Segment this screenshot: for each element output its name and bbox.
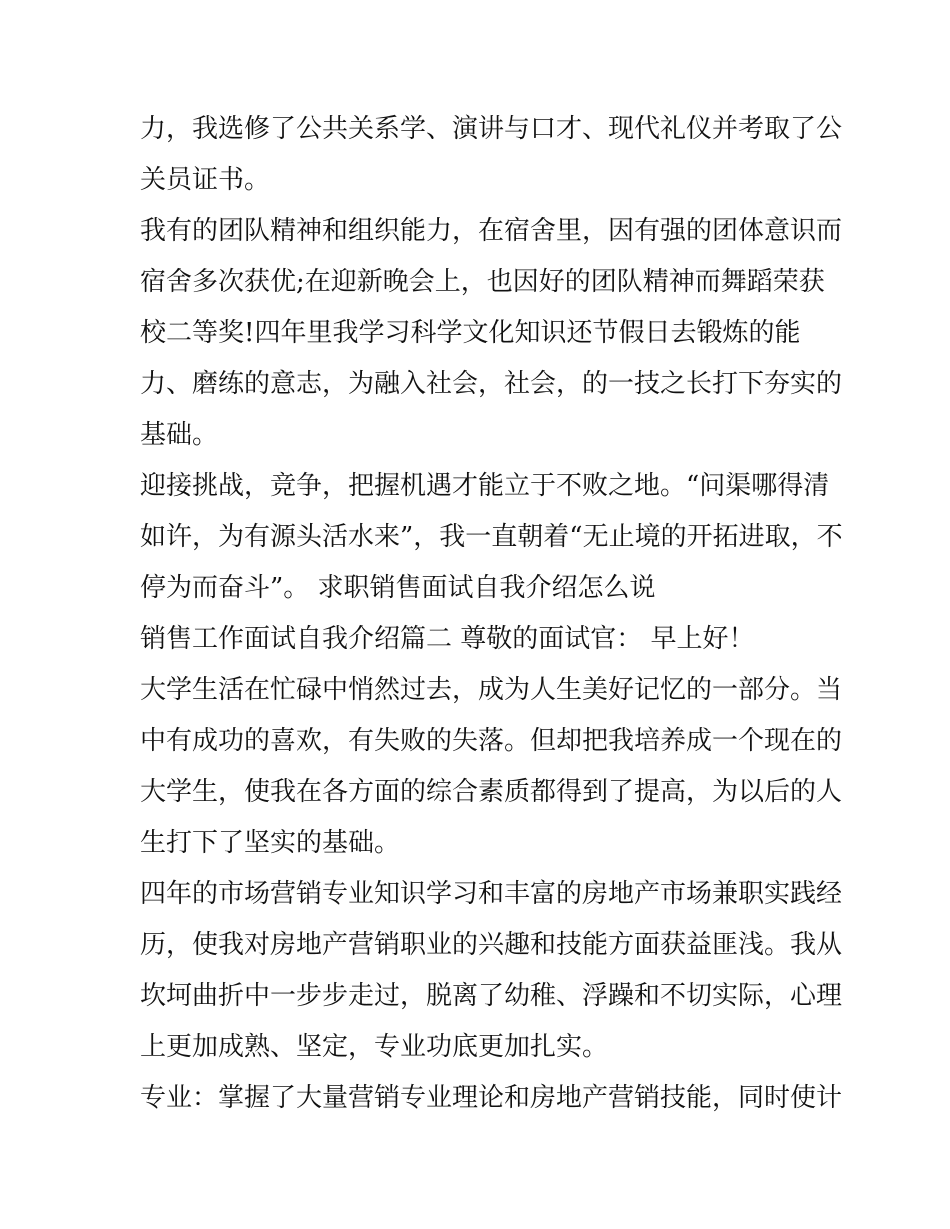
text-line: 销售工作面试自我介绍篇二 尊敬的面试官： 早上好！ (140, 624, 755, 654)
text-line: 我有的团队精神和组织能力，在宿舍里，因有强的团体意识而 (140, 216, 843, 246)
text-line: 宿舍多次获优;在迎新晚会上，也因好的团队精神而舞蹈荣获 (140, 267, 825, 297)
text-line: 专业：掌握了大量营销专业理论和房地产营销技能，同时使计 (140, 1083, 843, 1113)
text-line: 上更加成熟、坚定，专业功底更加扎实。 (140, 1032, 609, 1062)
text-line: 四年的市场营销专业知识学习和丰富的房地产市场兼职实践经 (140, 879, 843, 909)
text-line: 中有成功的喜欢，有失败的失落。但却把我培养成一个现在的 (140, 726, 843, 756)
text-line: 关员证书。 (140, 165, 271, 195)
text-line: 大学生活在忙碌中悄然过去，成为人生美好记忆的一部分。当 (140, 675, 843, 705)
text-line: 基础。 (140, 420, 219, 450)
text-line: 历，使我对房地产营销职业的兴趣和技能方面获益匪浅。我从 (140, 930, 843, 960)
text-line: 大学生，使我在各方面的综合素质都得到了提高，为以后的人 (140, 777, 843, 807)
text-line: 如许，为有源头活水来”，我一直朝着“无止境的开拓进取，不 (140, 522, 843, 552)
text-line: 停为而奋斗”。 求职销售面试自我介绍怎么说 (140, 573, 656, 603)
text-line: 力，我选修了公共关系学、演讲与口才、现代礼仪并考取了公 (140, 114, 843, 144)
text-line: 迎接挑战，竞争，把握机遇才能立于不败之地。“问渠哪得清 (140, 471, 830, 501)
document-body (140, 104, 843, 1124)
text-line: 校二等奖!四年里我学习科学文化知识还节假日去锻炼的能 (140, 318, 801, 348)
text-line: 力、磨练的意志，为融入社会，社会，的一技之长打下夯实的 (140, 369, 843, 399)
text-line: 生打下了坚实的基础。 (140, 828, 401, 858)
text-line: 坎坷曲折中一步步走过，脱离了幼稚、浮躁和不切实际，心理 (140, 981, 843, 1011)
